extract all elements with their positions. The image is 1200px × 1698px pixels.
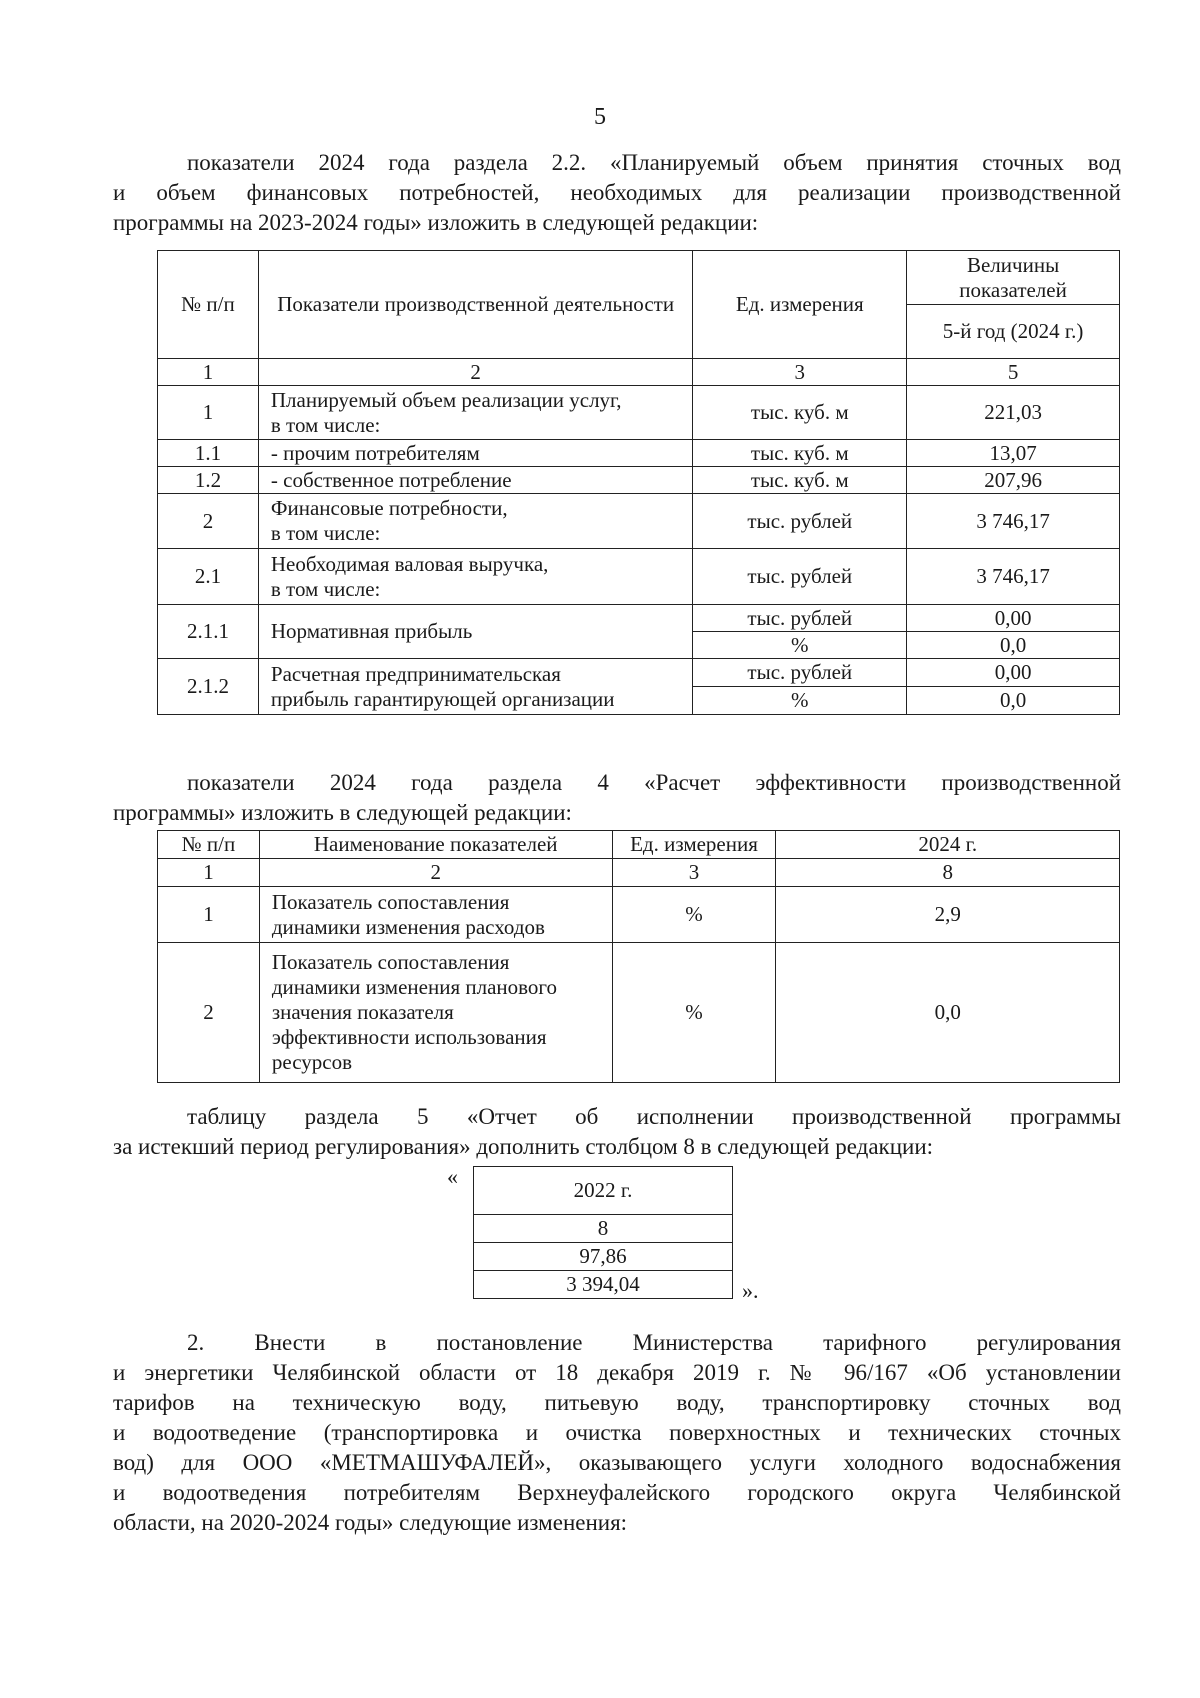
row-num: 2 [158, 494, 259, 549]
row-name: Необходимая валовая выручка, в том числе: [258, 549, 693, 605]
header-year: 5-й год (2024 г.) [907, 305, 1120, 359]
row-value: 13,07 [907, 440, 1120, 467]
row-unit: тыс. рублей [693, 659, 907, 687]
text-line: показатели 2024 года раздела 4 «Расчет эффективности производственной [187, 770, 1121, 795]
row-value: 0,0 [776, 943, 1120, 1083]
row-value: 0,00 [907, 659, 1120, 687]
row-name: - прочим потребителям [258, 440, 693, 467]
text-line: за истекший период регулирования» дополнить столбцом 8 в следующей редакции: [113, 1134, 934, 1159]
row-name: Планируемый объем реализации услуг, в том числе: [258, 386, 693, 440]
col-number: 3 [693, 359, 907, 386]
row-name: Показатель сопоставления динамики изменения планового значения показателя эффективности использования ресурсов [259, 943, 612, 1083]
row-value: 3 746,17 [907, 549, 1120, 605]
row-num: 1.1 [158, 440, 259, 467]
row-unit: тыс. куб. м [693, 467, 907, 494]
row-value: 221,03 [907, 386, 1120, 440]
table-row [158, 887, 1120, 943]
col-number: 3 [612, 859, 776, 887]
paragraph-item-2 [113, 1328, 1121, 1538]
paragraph-section-2-2 [113, 148, 1121, 238]
col-number: 2 [258, 359, 693, 386]
row-num: 1 [158, 887, 260, 943]
row-unit: % [693, 632, 907, 659]
close-quote: ». [742, 1278, 759, 1303]
row-unit: тыс. куб. м [693, 440, 907, 467]
text-line: показатели 2024 года раздела 2.2. «Планируемый объем принятия сточных вод [187, 150, 1121, 175]
row-unit: % [693, 687, 907, 715]
table-row [158, 549, 1120, 605]
row-unit: тыс. рублей [693, 605, 907, 632]
text-line: и водоотведения потребителям Верхнеуфалейского городского округа Челябинской [113, 1480, 1121, 1505]
header-indicator: Показатели производственной деятельности [258, 251, 693, 359]
row-value: 97,86 [474, 1243, 733, 1271]
text-line: вод) для ООО «МЕТМАШУФАЛЕЙ», оказывающего услуги холодного водоснабжения [113, 1450, 1121, 1475]
row-value: 3 394,04 [474, 1271, 733, 1299]
paragraph-section-4 [113, 768, 1121, 828]
header-values-group: Величины показателей [907, 251, 1120, 305]
row-name: Расчетная предпринимательская прибыль гарантирующей организации [258, 659, 693, 715]
row-num: 2.1.1 [158, 605, 259, 659]
row-unit: тыс. рублей [693, 549, 907, 605]
table-row [158, 440, 1120, 467]
paragraph-section-5 [113, 1102, 1121, 1162]
production-indicators-table [157, 250, 1120, 715]
row-num: 2.1 [158, 549, 259, 605]
row-value: 0,0 [907, 687, 1120, 715]
header-num: № п/п [158, 251, 259, 359]
text-line: и объем финансовых потребностей, необходимых для реализации производственной [113, 180, 1121, 205]
table-row [158, 659, 1120, 687]
table-row [158, 494, 1120, 549]
text-line: программы» изложить в следующей редакции: [113, 800, 572, 825]
text-line: области, на 2020-2024 годы» следующие изменения: [113, 1510, 628, 1535]
row-num: 2.1.2 [158, 659, 259, 715]
efficiency-table [157, 830, 1120, 1083]
row-name: Нормативная прибыль [258, 605, 693, 659]
col-number: 1 [158, 359, 259, 386]
row-unit: % [612, 943, 776, 1083]
table-row [158, 467, 1120, 494]
col-number: 8 [474, 1215, 733, 1243]
row-value: 0,0 [907, 632, 1120, 659]
text-line: и энергетики Челябинской области от 18 декабря 2019 г. № 96/167 «Об установлении [113, 1360, 1121, 1385]
row-num: 2 [158, 943, 260, 1083]
table-row [158, 943, 1120, 1083]
row-name: Финансовые потребности, в том числе: [258, 494, 693, 549]
text-line: тарифов на техническую воду, питьевую воду, транспортировку сточных вод [113, 1390, 1121, 1415]
row-value: 3 746,17 [907, 494, 1120, 549]
row-value: 2,9 [776, 887, 1120, 943]
table-row [158, 386, 1120, 440]
row-num: 1.2 [158, 467, 259, 494]
row-name: - собственное потребление [258, 467, 693, 494]
open-quote: « [447, 1164, 458, 1189]
table-row [158, 605, 1120, 632]
header-year: 2022 г. [474, 1167, 733, 1215]
col-number: 2 [259, 859, 612, 887]
text-line: таблицу раздела 5 «Отчет об исполнении производственной программы [187, 1104, 1121, 1129]
row-unit: тыс. рублей [693, 494, 907, 549]
text-line: и водоотведение (транспортировка и очистка поверхностных и технических сточных [113, 1420, 1121, 1445]
row-value: 207,96 [907, 467, 1120, 494]
header-num: № п/п [158, 831, 260, 859]
col-number: 5 [907, 359, 1120, 386]
row-unit: % [612, 887, 776, 943]
col-number: 8 [776, 859, 1120, 887]
header-unit: Ед. измерения [693, 251, 907, 359]
page-number: 5 [594, 104, 606, 130]
row-unit: тыс. куб. м [693, 386, 907, 440]
text-line: программы на 2023-2024 годы» изложить в следующей редакции: [113, 210, 759, 235]
text-line: 2. Внести в постановление Министерства тарифного регулирования [187, 1330, 1121, 1355]
header-year: 2024 г. [776, 831, 1120, 859]
row-num: 1 [158, 386, 259, 440]
report-column-table [473, 1166, 733, 1299]
row-value: 0,00 [907, 605, 1120, 632]
header-unit: Ед. измерения [612, 831, 776, 859]
header-name: Наименование показателей [259, 831, 612, 859]
row-name: Показатель сопоставления динамики изменения расходов [259, 887, 612, 943]
col-number: 1 [158, 859, 260, 887]
